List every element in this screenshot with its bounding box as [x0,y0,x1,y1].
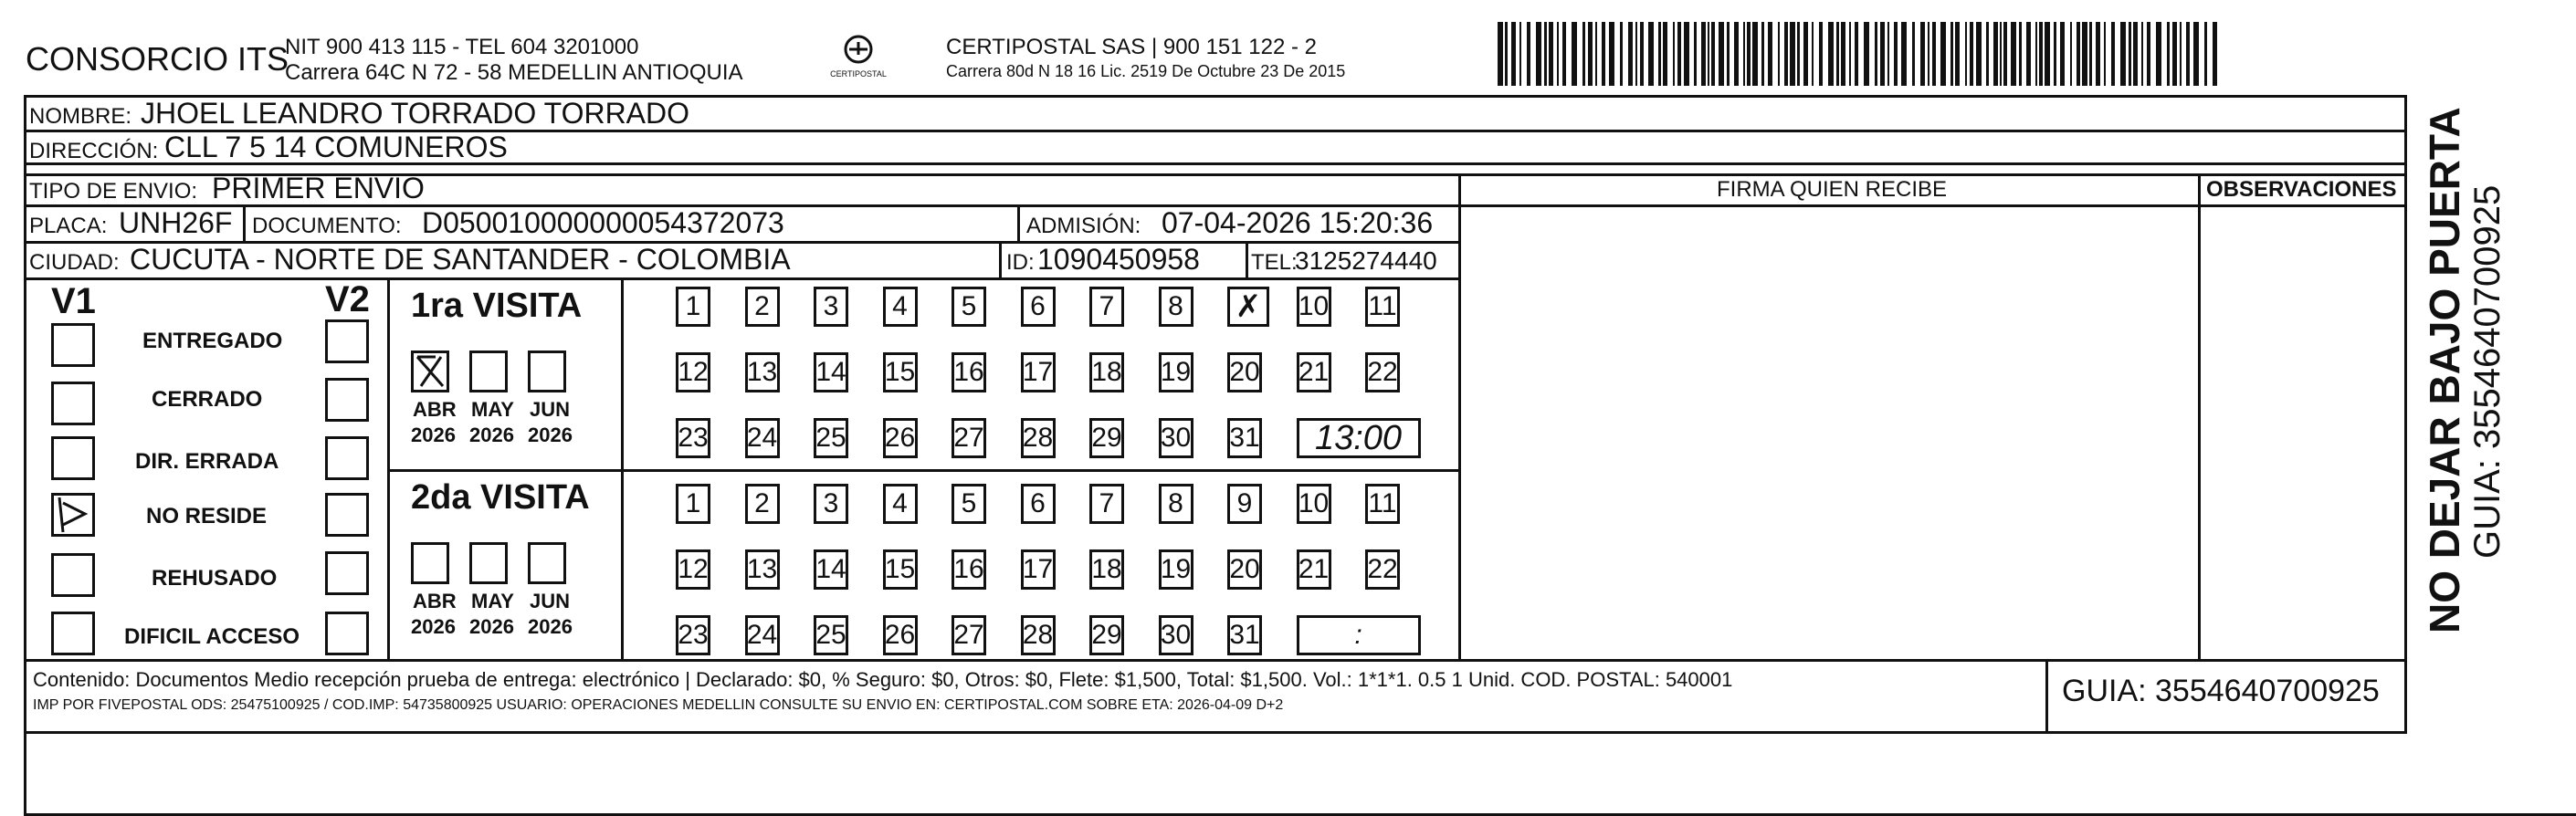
first-visit-month-checkbox-abr[interactable] [411,350,449,392]
second-visit-day-29[interactable]: 29 [1089,615,1124,655]
v1-checkbox-rehusado[interactable] [51,553,95,597]
barcode-bar [1803,22,1808,86]
placa-label: PLACA: [29,214,108,238]
barcode [1498,22,2228,86]
id-label: ID: [1006,250,1035,275]
barcode-bar [2111,22,2115,86]
barcode-bar [1912,22,1915,86]
barcode-bar [1849,22,1851,86]
second-visit-day-11[interactable]: 11 [1365,484,1400,524]
barcode-bar [2070,22,2072,86]
first-visit-day-18[interactable]: 18 [1089,352,1124,392]
barcode-bar [2104,22,2106,86]
barcode-bar [1819,22,1823,86]
admision-label: ADMISIÓN: [1026,214,1141,238]
first-visit-day-5[interactable]: 5 [952,287,986,327]
certipostal-logo [829,33,888,84]
barcode-bar [2026,22,2031,86]
first-visit-day-2[interactable]: 2 [745,287,780,327]
barcode-bar [1673,22,1675,86]
first-visit-day-13[interactable]: 13 [745,352,780,392]
second-visit-day-31[interactable]: 31 [1227,615,1262,655]
barcode-bar [1970,22,1973,86]
barcode-bar [1790,22,1795,86]
first-visit-day-29[interactable]: 29 [1089,418,1124,458]
barcode-bar [1950,22,1953,86]
second-visit-months [402,542,621,652]
barcode-bar [1920,22,1925,86]
second-visit-title: 2da VISITA [411,478,590,517]
barcode-bar [1986,22,1989,86]
barcode-bar [1557,22,1559,86]
handwritten-check-mark [54,496,92,534]
barcode-bar [2096,22,2100,86]
direccion-label: DIRECCIÓN: [29,139,159,163]
barcode-bar [2000,22,2002,86]
barcode-bar [1505,22,1508,86]
second-visit-day-9[interactable]: 9 [1227,484,1262,524]
barcode-bar [1887,22,1889,86]
barcode-bar [1855,22,1858,86]
second-visit-day-21[interactable]: 21 [1297,549,1331,590]
barcode-bar [1562,22,1566,86]
barcode-bar [1663,22,1667,86]
barcode-bar [2035,22,2037,86]
second-visit-day-1[interactable]: 1 [676,484,710,524]
direccion-value: CLL 7 5 14 COMUNEROS [164,131,508,163]
first-visit-day-31[interactable]: 31 [1227,418,1262,458]
first-visit-time-field[interactable]: 13:00 [1297,418,1421,458]
first-visit-day-15[interactable]: 15 [883,352,918,392]
first-visit-year-label: 2026 [469,424,514,446]
handwritten-day-mark: ✗ [1235,289,1262,324]
tipo-envio-value: PRIMER ENVIO [212,172,425,204]
barcode-bar [1582,22,1585,86]
v1-checkbox-no-reside[interactable] [51,493,95,537]
barcode-bar [2082,22,2087,86]
placa-value: UNH26F [119,206,233,239]
second-visit-time-field[interactable]: : [1297,615,1421,655]
barcode-bar [1901,22,1907,86]
v1-checkbox-dir-errada[interactable] [51,436,95,480]
first-visit-day-27[interactable]: 27 [952,418,986,458]
v2-checkbox-entregado[interactable] [325,319,369,363]
second-visit-day-12[interactable]: 12 [676,549,710,590]
documento-value: D050010000000054372073 [422,206,784,239]
barcode-bar [1778,22,1780,86]
status-rehusado: REHUSADO [152,566,278,591]
second-visit-day-15[interactable]: 15 [883,549,918,590]
barcode-bar [2019,22,2022,86]
second-visit-day-18[interactable]: 18 [1089,549,1124,590]
second-visit-day-4[interactable]: 4 [883,484,918,524]
second-visit-day-13[interactable]: 13 [745,549,780,590]
barcode-bar [1894,22,1898,86]
status-dificil-acceso: DIFICIL ACCESO [124,624,300,649]
barcode-bar [1727,22,1730,86]
first-visit-day-11[interactable]: 11 [1365,287,1400,327]
second-visit-day-7[interactable]: 7 [1089,484,1124,524]
first-visit-day-20[interactable]: 20 [1227,352,1262,392]
barcode-bar [1708,22,1709,86]
first-visit-day-1[interactable]: 1 [676,287,710,327]
barcode-bar [2213,22,2217,86]
second-visit-day-6[interactable]: 6 [1021,484,1056,524]
barcode-bar [1812,22,1814,86]
barcode-bar [1620,22,1623,86]
barcode-bar [1519,22,1521,86]
barcode-bar [1761,22,1764,86]
courier-name: CERTIPOSTAL SAS | 900 151 122 - 2 [946,35,1317,59]
first-visit-month-label: MAY [471,398,514,421]
second-visit-day-8[interactable]: 8 [1159,484,1193,524]
barcode-bar [2193,22,2199,86]
barcode-bar [1928,22,1929,86]
first-visit-day-30[interactable]: 30 [1159,418,1193,458]
first-visit-month-checkbox-may[interactable] [469,350,508,392]
first-visit-day-25[interactable]: 25 [814,418,848,458]
first-visit-day-28[interactable]: 28 [1021,418,1056,458]
barcode-bar [1635,22,1637,86]
second-visit-month-label: ABR [413,590,457,612]
second-visit-month-label: MAY [471,590,514,612]
barcode-bar [2039,22,2043,86]
barcode-bar [1797,22,1800,86]
second-visit-year-label: 2026 [411,615,456,638]
barcode-bar [1719,22,1724,86]
second-visit-day-10[interactable]: 10 [1297,484,1331,524]
first-visit-days [676,287,1461,469]
first-visit-month-label: JUN [530,398,571,421]
second-visit-day-19[interactable]: 19 [1159,549,1193,590]
second-visit-month-checkbox-jun[interactable] [528,542,566,584]
ciudad-label: CIUDAD: [29,250,120,275]
first-visit-title: 1ra VISITA [411,287,583,325]
barcode-bar [1648,22,1654,86]
barcode-bar [1841,22,1845,86]
svg-text:CERTIPOSTAL: CERTIPOSTAL [830,69,887,78]
nombre-label: NOMBRE: [29,104,132,129]
first-visit-day-17[interactable]: 17 [1021,352,1056,392]
v1-header: V1 [51,281,96,321]
barcode-bar [2167,22,2170,86]
barcode-bar [2060,22,2065,86]
second-visit-day-30[interactable]: 30 [1159,615,1193,655]
first-visit-day-14[interactable]: 14 [814,352,848,392]
barcode-bar [1836,22,1839,86]
barcode-bar [2147,22,2150,86]
barcode-bar [1993,22,1998,86]
first-visit-day-9[interactable] [1227,287,1269,327]
barcode-bar [1588,22,1593,86]
documento-label: DOCUMENTO: [252,214,402,238]
status-dir-errada: DIR. ERRADA [135,449,279,474]
company-nit-tel: NIT 900 413 115 - TEL 604 3201000 [285,35,639,59]
company-address: Carrera 64C N 72 - 58 MEDELLIN ANTIOQUIA [285,60,743,85]
barcode-bar [1932,22,1936,86]
barcode-bar [1880,22,1885,86]
barcode-bar [2003,22,2007,86]
v2-checkbox-cerrado[interactable] [325,378,369,422]
barcode-bar [1734,22,1739,86]
footer-content-line: Contenido: Documentos Medio recepción prueba de entrega: electrónico | Declarado: $0, % Seguro: $0, Otros: $0, Flete: $1,500, Total: $1,500. Vol.: 1*1*1. 0.5 1 Unid. COD. POSTAL: 540001 [33,668,1733,691]
second-visit-year-label: 2026 [528,615,573,638]
second-visit-year-label: 2026 [469,615,514,638]
barcode-bar [2172,22,2177,86]
barcode-bar [1743,22,1745,86]
first-visit-day-7[interactable]: 7 [1089,287,1124,327]
v2-checkbox-rehusado[interactable] [325,551,369,595]
barcode-bar [2089,22,2092,86]
side-guia-text: GUIA: 3554640700925 [2467,184,2508,559]
barcode-bar [2180,22,2182,86]
v1-checkbox-cerrado[interactable] [51,382,95,425]
barcode-bar [1544,22,1547,86]
barcode-bar [1677,22,1681,86]
second-visit-day-14[interactable]: 14 [814,549,848,590]
barcode-bar [2120,22,2126,86]
first-visit-day-19[interactable]: 19 [1159,352,1193,392]
barcode-bar [1864,22,1869,86]
v2-checkbox-dificil-acceso[interactable] [325,612,369,655]
second-visit-day-16[interactable]: 16 [952,549,986,590]
barcode-bar [2133,22,2138,86]
second-visit-day-25[interactable]: 25 [814,615,848,655]
courier-license: Carrera 80d N 18 16 Lic. 2519 De Octubre 23 De 2015 [946,62,1346,80]
observaciones-label: OBSERVACIONES [2206,177,2397,202]
second-visit-day-23[interactable]: 23 [676,615,710,655]
first-visit-months [402,350,621,460]
barcode-bar [2045,22,2050,86]
nombre-value: JHOEL LEANDRO TORRADO TORRADO [141,97,690,130]
second-visit-month-label: JUN [530,590,571,612]
barcode-bar [1527,22,1530,86]
v2-header: V2 [325,279,370,319]
second-visit-day-24[interactable]: 24 [745,615,780,655]
status-entregado: ENTREGADO [142,329,283,353]
first-visit-month-label: ABR [413,398,457,421]
barcode-bar [1536,22,1541,86]
barcode-bar [1875,22,1877,86]
v2-checkbox-dir-errada[interactable] [325,436,369,480]
second-visit-day-3[interactable]: 3 [814,484,848,524]
barcode-bar [1640,22,1644,86]
second-visit-month-checkbox-abr[interactable] [411,542,449,584]
barcode-bar [1609,22,1614,86]
second-visit-day-22[interactable]: 22 [1365,549,1400,590]
barcode-bar [1955,22,1960,86]
tel-value: 3125274440 [1295,246,1437,275]
barcode-bar [1658,22,1661,86]
status-cerrado: CERRADO [152,387,263,412]
v1-checkbox-entregado[interactable] [51,323,95,367]
barcode-bar [2204,22,2207,86]
second-visit-day-26[interactable]: 26 [883,615,918,655]
first-visit-day-23[interactable]: 23 [676,418,710,458]
first-visit-day-10[interactable]: 10 [1297,287,1331,327]
firma-label: FIRMA QUIEN RECIBE [1717,177,1948,202]
barcode-bar [1747,22,1751,86]
second-visit-day-28[interactable]: 28 [1021,615,1056,655]
barcode-bar [1752,22,1758,86]
first-visit-day-8[interactable]: 8 [1159,287,1193,327]
barcode-bar [1711,22,1715,86]
barcode-bar [2186,22,2190,86]
barcode-bar [2077,22,2080,86]
barcode-bar [2054,22,2056,86]
v1-checkbox-dificil-acceso[interactable] [51,612,95,655]
barcode-bar [1768,22,1772,86]
second-visit-month-checkbox-may[interactable] [469,542,508,584]
barcode-bar [1572,22,1577,86]
first-visit-day-6[interactable]: 6 [1021,287,1056,327]
first-visit-year-label: 2026 [528,424,573,446]
barcode-bar [1511,22,1516,86]
barcode-bar [1628,22,1633,86]
first-visit-day-26[interactable]: 26 [883,418,918,458]
barcode-bar [2129,22,2131,86]
second-visit-day-27[interactable]: 27 [952,615,986,655]
barcode-bar [1684,22,1689,86]
first-visit-day-21[interactable]: 21 [1297,352,1331,392]
barcode-bar [1965,22,1967,86]
first-visit-day-3[interactable]: 3 [814,287,848,327]
barcode-bar [1701,22,1706,86]
second-visit-day-17[interactable]: 17 [1021,549,1056,590]
first-visit-year-label: 2026 [411,424,456,446]
id-value: 1090450958 [1037,243,1200,276]
first-visit-month-checkbox-jun[interactable] [528,350,566,392]
side-warning-text: NO DEJAR BAJO PUERTA [2421,107,2468,633]
admision-value: 07-04-2026 15:20:36 [1162,206,1434,239]
first-visit-day-16[interactable]: 16 [952,352,986,392]
barcode-bar [1498,22,1503,86]
footer-guia: GUIA: 3554640700925 [2062,674,2380,708]
barcode-bar [1595,22,1597,86]
company-name: CONSORCIO ITS [26,40,289,78]
first-visit-day-4[interactable]: 4 [883,287,918,327]
barcode-bar [1549,22,1553,86]
second-visit-day-5[interactable]: 5 [952,484,986,524]
second-visit-day-2[interactable]: 2 [745,484,780,524]
tipo-envio-label: TIPO DE ENVIO: [29,179,198,204]
barcode-bar [2156,22,2161,86]
footer-print-line: IMP POR FIVEPOSTAL ODS: 25475100925 / COD.IMP: 54735800925 USUARIO: OPERACIONES MEDELLIN CONSULTE SU ENVIO EN: CERTIPOSTAL.COM SOBRE ETA: 2026-04-09 D+2 [33,697,1284,713]
barcode-bar [2141,22,2143,86]
first-visit-day-24[interactable]: 24 [745,418,780,458]
barcode-bar [1602,22,1605,86]
second-visit-days [676,484,1461,657]
barcode-bar [1976,22,1982,86]
ciudad-value: CUCUTA - NORTE DE SANTANDER - COLOMBIA [130,243,791,276]
barcode-bar [1784,22,1788,86]
first-visit-day-12[interactable]: 12 [676,352,710,392]
tel-label: TEL: [1251,250,1298,275]
barcode-bar [1694,22,1697,86]
barcode-bar [2011,22,2016,86]
second-visit-day-20[interactable]: 20 [1227,549,1262,590]
status-no-reside: NO RESIDE [146,504,268,528]
v2-checkbox-no-reside[interactable] [325,493,369,537]
first-visit-day-22[interactable]: 22 [1365,352,1400,392]
barcode-bar [1828,22,1834,86]
barcode-bar [1940,22,1946,86]
